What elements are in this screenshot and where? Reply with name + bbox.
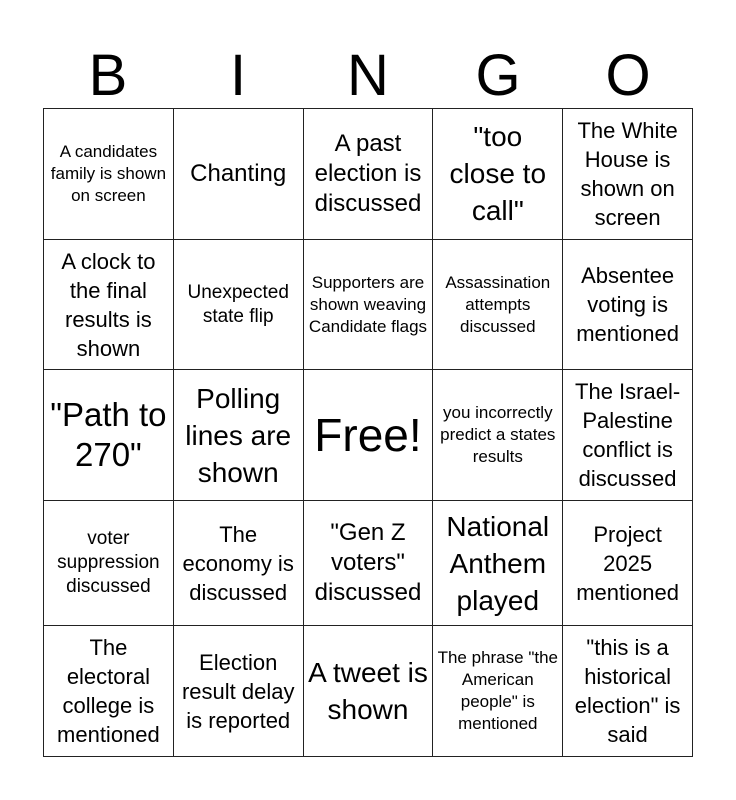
bingo-card-grid bbox=[43, 108, 693, 757]
bingo-square-text: "Gen Z voters" discussed bbox=[314, 519, 422, 607]
bingo-square-text: you incorrectly predict a states results bbox=[440, 403, 556, 467]
bingo-square[interactable] bbox=[44, 109, 174, 240]
header-letter-g: G bbox=[475, 43, 521, 108]
bingo-square[interactable] bbox=[433, 501, 563, 626]
bingo-square[interactable] bbox=[173, 501, 303, 626]
bingo-row bbox=[44, 626, 693, 757]
bingo-square-text: National Anthem played bbox=[446, 510, 550, 616]
bingo-square[interactable] bbox=[303, 626, 433, 757]
header-letter-o: O bbox=[605, 43, 651, 108]
bingo-row bbox=[44, 239, 693, 370]
bingo-square-text: The electoral college is mentioned bbox=[57, 635, 160, 748]
bingo-square-text: A past election is discussed bbox=[314, 129, 422, 217]
bingo-square-text: A tweet is shown bbox=[308, 657, 428, 726]
bingo-square-text: "this is a historical election" is said bbox=[574, 635, 681, 748]
bingo-row bbox=[44, 370, 693, 501]
bingo-square[interactable] bbox=[433, 370, 563, 501]
bingo-square-text: A clock to the final results is shown bbox=[61, 248, 156, 361]
bingo-square[interactable] bbox=[563, 239, 693, 370]
bingo-square-text: The phrase "the American people" is mentioned bbox=[437, 648, 558, 734]
bingo-square-text: Project 2025 mentioned bbox=[576, 521, 679, 605]
header-letter-b: B bbox=[88, 43, 128, 108]
bingo-square[interactable] bbox=[433, 109, 563, 240]
bingo-square-text: Chanting bbox=[190, 159, 287, 187]
bingo-square[interactable] bbox=[563, 370, 693, 501]
bingo-square[interactable] bbox=[44, 626, 174, 757]
bingo-square-text: "Path to 270" bbox=[50, 396, 167, 474]
bingo-square[interactable] bbox=[173, 109, 303, 240]
bingo-square[interactable] bbox=[173, 626, 303, 757]
bingo-square[interactable] bbox=[303, 109, 433, 240]
bingo-square[interactable] bbox=[563, 501, 693, 626]
bingo-square[interactable] bbox=[433, 239, 563, 370]
bingo-row bbox=[44, 501, 693, 626]
bingo-square-text: The White House is shown on screen bbox=[577, 117, 678, 230]
bingo-square[interactable] bbox=[563, 626, 693, 757]
header-letter-n: N bbox=[347, 43, 389, 108]
bingo-square[interactable] bbox=[173, 239, 303, 370]
bingo-square-text: A candidates family is shown on screen bbox=[50, 141, 167, 205]
bingo-square-text: Assassination attempts discussed bbox=[445, 272, 551, 336]
bingo-square[interactable] bbox=[303, 239, 433, 370]
bingo-square-text: Supporters are shown weaving Candidate flags bbox=[308, 272, 428, 336]
bingo-square[interactable] bbox=[563, 109, 693, 240]
bingo-square-text: Unexpected state flip bbox=[187, 281, 289, 327]
bingo-square[interactable] bbox=[173, 370, 303, 501]
bingo-square-text: The economy is discussed bbox=[182, 521, 294, 605]
bingo-square-text: The Israel-Palestine conflict is discussed bbox=[575, 379, 681, 492]
free-square-text: Free! bbox=[314, 409, 422, 462]
bingo-square-text: Election result delay is reported bbox=[181, 649, 295, 733]
bingo-square[interactable] bbox=[44, 239, 174, 370]
bingo-square[interactable] bbox=[44, 501, 174, 626]
bingo-row bbox=[44, 109, 693, 240]
bingo-square-text: Absentee voting is mentioned bbox=[576, 263, 679, 347]
bingo-square-text: voter suppression discussed bbox=[57, 528, 160, 598]
bingo-square-text: Polling lines are shown bbox=[185, 382, 292, 488]
bingo-square-text: "too close to call" bbox=[449, 121, 547, 227]
free-square[interactable] bbox=[303, 370, 433, 501]
bingo-header bbox=[43, 44, 693, 108]
bingo-square[interactable] bbox=[303, 501, 433, 626]
bingo-square[interactable] bbox=[44, 370, 174, 501]
bingo-square[interactable] bbox=[433, 626, 563, 757]
header-letter-i: I bbox=[229, 43, 247, 108]
